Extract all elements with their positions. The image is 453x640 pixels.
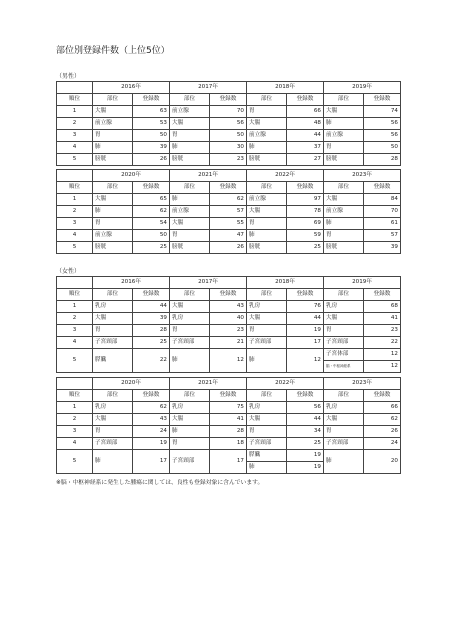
site-cell: 肺 — [324, 118, 364, 130]
count-cell: 76 — [287, 301, 324, 313]
site-cell: 肺 — [324, 218, 364, 230]
year-header-row — [57, 277, 401, 289]
site-cell: 胃 — [170, 325, 210, 337]
count-cell: 19 — [287, 450, 323, 462]
site-header: 部位 — [324, 390, 364, 402]
site-header: 部位 — [170, 94, 210, 106]
year-header: 2016年 — [93, 277, 170, 289]
count-cell: 21 — [210, 337, 247, 349]
count-cell: 17 — [210, 450, 247, 474]
count-cell: 12 — [364, 349, 400, 361]
site-header: 部位 — [170, 182, 210, 194]
count-cell: 12 — [210, 349, 247, 373]
year-header: 2023年 — [324, 170, 401, 182]
rank-cell: 2 — [57, 313, 93, 325]
count-header: 登録数 — [287, 94, 324, 106]
site-header: 部位 — [170, 289, 210, 301]
count-cell: 25 — [133, 242, 170, 254]
rank-cell: 2 — [57, 118, 93, 130]
footnote: ※脳・中枢神経系に発生した腫瘍に関しては、良性も登録対象に含んでいます。 — [56, 480, 264, 486]
site-cell-split — [247, 450, 287, 474]
rank-cell: 5 — [57, 154, 93, 166]
count-cell: 57 — [210, 206, 247, 218]
count-cell: 44 — [287, 313, 324, 325]
count-cell: 50 — [133, 230, 170, 242]
count-cell: 27 — [287, 154, 324, 166]
count-cell: 44 — [287, 414, 324, 426]
site-cell: 大腸 — [93, 313, 133, 325]
count-cell: 62 — [133, 206, 170, 218]
site-cell: 膀胱 — [170, 242, 210, 254]
count-cell: 20 — [364, 450, 401, 474]
count-cell: 56 — [287, 402, 324, 414]
table-row — [57, 154, 401, 166]
column-header-row — [57, 390, 401, 402]
site-cell: 膀胱 — [93, 242, 133, 254]
rank-cell: 4 — [57, 438, 93, 450]
rank-header: 順位 — [57, 390, 93, 402]
count-cell: 22 — [133, 349, 170, 373]
site-cell: 大腸 — [170, 414, 210, 426]
table-row — [57, 242, 401, 254]
site-cell: 膀胱 — [170, 154, 210, 166]
year-header: 2017年 — [170, 277, 247, 289]
site-cell: 大腸 — [324, 414, 364, 426]
site-header: 部位 — [93, 182, 133, 194]
count-cell: 28 — [210, 426, 247, 438]
site-cell: 子宮体部 — [324, 349, 363, 361]
site-cell: 胃 — [93, 218, 133, 230]
site-cell: 前立腺 — [170, 206, 210, 218]
site-cell: 膀胱 — [324, 242, 364, 254]
site-cell: 大腸 — [93, 194, 133, 206]
count-cell: 56 — [210, 118, 247, 130]
rank-header: 順位 — [57, 94, 93, 106]
site-cell: 肺 — [247, 349, 287, 373]
count-cell: 25 — [287, 438, 324, 450]
column-header-row — [57, 182, 401, 194]
site-cell: 大腸 — [247, 313, 287, 325]
table-row — [57, 313, 401, 325]
count-cell: 17 — [287, 337, 324, 349]
site-cell: 前立腺 — [324, 130, 364, 142]
count-cell: 75 — [210, 402, 247, 414]
table-row — [57, 349, 401, 373]
count-header: 登録数 — [210, 94, 247, 106]
site-cell: 大腸 — [170, 301, 210, 313]
count-cell: 37 — [287, 142, 324, 154]
site-header: 部位 — [324, 289, 364, 301]
table-row — [57, 218, 401, 230]
table-row — [57, 450, 401, 474]
rank-cell: 1 — [57, 106, 93, 118]
site-cell: 子宮頸部 — [247, 438, 287, 450]
site-cell-split — [324, 349, 364, 373]
year-header: 2023年 — [324, 378, 401, 390]
site-cell: 大腸 — [324, 194, 364, 206]
count-cell: 63 — [133, 106, 170, 118]
male-table-2020-2023 — [56, 169, 401, 254]
count-cell: 28 — [133, 325, 170, 337]
rank-cell: 3 — [57, 218, 93, 230]
site-cell: 肺 — [170, 194, 210, 206]
year-header: 2020年 — [93, 170, 170, 182]
count-header: 登録数 — [133, 182, 170, 194]
count-cell: 25 — [287, 242, 324, 254]
site-cell: 乳房 — [93, 402, 133, 414]
year-header: 2018年 — [247, 277, 324, 289]
site-cell: 大腸 — [247, 414, 287, 426]
count-cell: 43 — [133, 414, 170, 426]
site-cell: 子宮頸部 — [170, 337, 210, 349]
site-header: 部位 — [93, 390, 133, 402]
count-cell: 62 — [133, 402, 170, 414]
site-cell: 子宮頸部 — [93, 438, 133, 450]
site-cell: 乳房 — [170, 313, 210, 325]
site-cell: 胃 — [170, 438, 210, 450]
site-header: 部位 — [247, 289, 287, 301]
table-row — [57, 142, 401, 154]
count-cell: 23 — [210, 154, 247, 166]
site-cell: 胃 — [324, 142, 364, 154]
count-cell: 41 — [364, 313, 401, 325]
year-header-row — [57, 170, 401, 182]
site-header: 部位 — [93, 94, 133, 106]
rank-cell: 3 — [57, 325, 93, 337]
count-cell: 55 — [210, 218, 247, 230]
male-table-2016-2019 — [56, 81, 401, 166]
count-cell: 53 — [133, 118, 170, 130]
rank-cell: 2 — [57, 414, 93, 426]
site-cell: 胃 — [170, 230, 210, 242]
column-header-row — [57, 289, 401, 301]
rank-cell: 1 — [57, 402, 93, 414]
site-cell: 乳房 — [93, 301, 133, 313]
rank-cell: 1 — [57, 194, 93, 206]
year-header-row — [57, 378, 401, 390]
site-header: 部位 — [247, 94, 287, 106]
female-section-label: （女性） — [56, 268, 81, 275]
year-header: 2019年 — [324, 277, 401, 289]
count-cell: 56 — [364, 118, 401, 130]
count-header: 登録数 — [210, 390, 247, 402]
count-cell: 30 — [210, 142, 247, 154]
count-cell: 50 — [133, 130, 170, 142]
rank-header: 順位 — [57, 289, 93, 301]
count-cell: 24 — [133, 426, 170, 438]
site-cell: 膵臓 — [247, 450, 286, 462]
female-table-2020-2023 — [56, 377, 401, 474]
site-header: 部位 — [170, 390, 210, 402]
site-cell: 胃 — [170, 130, 210, 142]
year-header: 2016年 — [93, 82, 170, 94]
count-header: 登録数 — [287, 390, 324, 402]
count-cell: 62 — [364, 414, 401, 426]
site-cell: 肺 — [247, 142, 287, 154]
site-cell: 肺 — [93, 206, 133, 218]
year-header: 2020年 — [93, 378, 170, 390]
count-cell: 26 — [133, 154, 170, 166]
site-cell: 大腸 — [93, 414, 133, 426]
site-header: 部位 — [93, 289, 133, 301]
rank-header: 順位 — [57, 182, 93, 194]
site-cell: 胃 — [247, 218, 287, 230]
count-cell: 70 — [364, 206, 401, 218]
table-row — [57, 194, 401, 206]
site-cell: 肺 — [93, 450, 133, 474]
rank-cell: 1 — [57, 301, 93, 313]
year-header: 2018年 — [247, 82, 324, 94]
count-cell: 48 — [287, 118, 324, 130]
page-title: 部位別登録件数（上位5位） — [56, 46, 170, 56]
count-header: 登録数 — [364, 390, 401, 402]
count-cell: 17 — [133, 450, 170, 474]
site-cell: 胃 — [247, 325, 287, 337]
rank-cell: 4 — [57, 230, 93, 242]
count-cell: 12 — [390, 363, 398, 369]
site-cell: 胃 — [93, 426, 133, 438]
rank-cell: 2 — [57, 206, 93, 218]
count-header: 登録数 — [210, 182, 247, 194]
site-cell: 膵臓 — [93, 349, 133, 373]
count-cell: 62 — [210, 194, 247, 206]
table-row — [57, 301, 401, 313]
year-header: 2021年 — [170, 378, 247, 390]
rank-cell: 4 — [57, 337, 93, 349]
site-cell: 前立腺 — [247, 130, 287, 142]
site-header: 部位 — [247, 182, 287, 194]
site-cell: 大腸 — [170, 218, 210, 230]
count-header: 登録数 — [210, 289, 247, 301]
male-section-label: （男性） — [56, 73, 81, 80]
site-cell: 膀胱 — [93, 154, 133, 166]
table-row — [57, 118, 401, 130]
site-cell: 肺 — [170, 349, 210, 373]
count-cell: 50 — [364, 142, 401, 154]
count-cell: 78 — [287, 206, 324, 218]
site-cell: 肺 — [249, 464, 255, 470]
site-cell: 前立腺 — [170, 106, 210, 118]
site-cell: 肺 — [324, 450, 364, 474]
count-cell: 18 — [210, 438, 247, 450]
site-header: 部位 — [324, 94, 364, 106]
count-cell: 66 — [364, 402, 401, 414]
column-header-row — [57, 94, 401, 106]
year-header: 2021年 — [170, 170, 247, 182]
count-cell: 40 — [210, 313, 247, 325]
site-cell: 前立腺 — [247, 194, 287, 206]
site-cell: 子宮頸部 — [93, 337, 133, 349]
site-cell: 大腸 — [170, 118, 210, 130]
count-cell: 41 — [210, 414, 247, 426]
count-cell: 56 — [364, 130, 401, 142]
count-header: 登録数 — [364, 182, 401, 194]
count-cell: 65 — [133, 194, 170, 206]
count-cell: 34 — [287, 426, 324, 438]
count-cell: 19 — [313, 464, 321, 470]
site-cell: 子宮頸部 — [247, 337, 287, 349]
count-cell: 70 — [210, 106, 247, 118]
year-header: 2022年 — [247, 378, 324, 390]
table-row — [57, 337, 401, 349]
count-cell: 66 — [287, 106, 324, 118]
site-cell: 肺 — [247, 230, 287, 242]
count-cell: 44 — [133, 301, 170, 313]
site-cell: 胃 — [324, 325, 364, 337]
count-cell: 68 — [364, 301, 401, 313]
count-header: 登録数 — [364, 289, 401, 301]
site-cell: 膀胱 — [324, 154, 364, 166]
table-row — [57, 438, 401, 450]
count-header: 登録数 — [287, 182, 324, 194]
site-cell: 胃 — [324, 230, 364, 242]
rank-cell: 3 — [57, 130, 93, 142]
site-cell: 肺 — [93, 142, 133, 154]
site-cell: 大腸 — [324, 106, 364, 118]
count-cell: 28 — [364, 154, 401, 166]
table-row — [57, 426, 401, 438]
count-cell: 25 — [133, 337, 170, 349]
rank-cell: 5 — [57, 242, 93, 254]
site-cell: 脳・中枢神経系 — [326, 364, 351, 368]
count-cell: 39 — [364, 242, 401, 254]
count-header: 登録数 — [364, 94, 401, 106]
site-cell: 乳房 — [324, 402, 364, 414]
site-cell: 乳房 — [247, 301, 287, 313]
site-cell: 子宮頸部 — [324, 337, 364, 349]
count-cell: 84 — [364, 194, 401, 206]
site-cell: 膀胱 — [247, 242, 287, 254]
site-cell: 胃 — [93, 325, 133, 337]
table-row — [57, 130, 401, 142]
count-header: 登録数 — [133, 390, 170, 402]
count-cell: 19 — [133, 438, 170, 450]
site-cell: 子宮頸部 — [324, 438, 364, 450]
count-cell: 26 — [210, 242, 247, 254]
site-cell: 子宮頸部 — [170, 450, 210, 474]
count-cell: 26 — [364, 426, 401, 438]
site-cell: 大腸 — [247, 206, 287, 218]
count-header: 登録数 — [133, 94, 170, 106]
count-cell-split — [364, 349, 401, 373]
rank-cell: 4 — [57, 142, 93, 154]
site-cell: 乳房 — [324, 301, 364, 313]
count-cell: 12 — [287, 349, 324, 373]
count-header: 登録数 — [287, 289, 324, 301]
rank-cell: 5 — [57, 450, 93, 474]
site-cell: 大腸 — [247, 118, 287, 130]
count-cell: 44 — [287, 130, 324, 142]
count-cell: 23 — [210, 325, 247, 337]
count-cell: 59 — [287, 230, 324, 242]
table-row — [57, 414, 401, 426]
count-cell-split — [287, 450, 324, 474]
year-header: 2019年 — [324, 82, 401, 94]
count-cell: 47 — [210, 230, 247, 242]
count-cell: 97 — [287, 194, 324, 206]
table-row — [57, 106, 401, 118]
table-row — [57, 206, 401, 218]
rank-cell: 5 — [57, 349, 93, 373]
site-cell: 膀胱 — [247, 154, 287, 166]
site-cell: 肺 — [170, 142, 210, 154]
table-row — [57, 325, 401, 337]
site-cell: 肺 — [170, 426, 210, 438]
site-cell: 胃 — [247, 106, 287, 118]
year-header: 2022年 — [247, 170, 324, 182]
count-cell: 74 — [364, 106, 401, 118]
site-header: 部位 — [247, 390, 287, 402]
count-cell: 22 — [364, 337, 401, 349]
site-cell: 乳房 — [170, 402, 210, 414]
site-cell: 前立腺 — [324, 206, 364, 218]
site-cell: 胃 — [324, 426, 364, 438]
site-cell: 前立腺 — [93, 230, 133, 242]
year-header: 2017年 — [170, 82, 247, 94]
site-cell: 大腸 — [93, 106, 133, 118]
site-cell: 乳房 — [247, 402, 287, 414]
count-header: 登録数 — [133, 289, 170, 301]
count-cell: 39 — [133, 313, 170, 325]
table-row — [57, 402, 401, 414]
count-cell: 19 — [287, 325, 324, 337]
count-cell: 61 — [364, 218, 401, 230]
year-header-row — [57, 82, 401, 94]
count-cell: 69 — [287, 218, 324, 230]
count-cell: 43 — [210, 301, 247, 313]
count-cell: 50 — [210, 130, 247, 142]
table-row — [57, 230, 401, 242]
count-cell: 57 — [364, 230, 401, 242]
site-cell: 胃 — [93, 130, 133, 142]
count-cell: 39 — [133, 142, 170, 154]
site-cell: 胃 — [247, 426, 287, 438]
count-cell: 54 — [133, 218, 170, 230]
site-cell: 大腸 — [324, 313, 364, 325]
rank-cell: 3 — [57, 426, 93, 438]
count-cell: 24 — [364, 438, 401, 450]
site-header: 部位 — [324, 182, 364, 194]
count-cell: 23 — [364, 325, 401, 337]
female-table-2016-2019 — [56, 276, 401, 373]
site-cell: 前立腺 — [93, 118, 133, 130]
